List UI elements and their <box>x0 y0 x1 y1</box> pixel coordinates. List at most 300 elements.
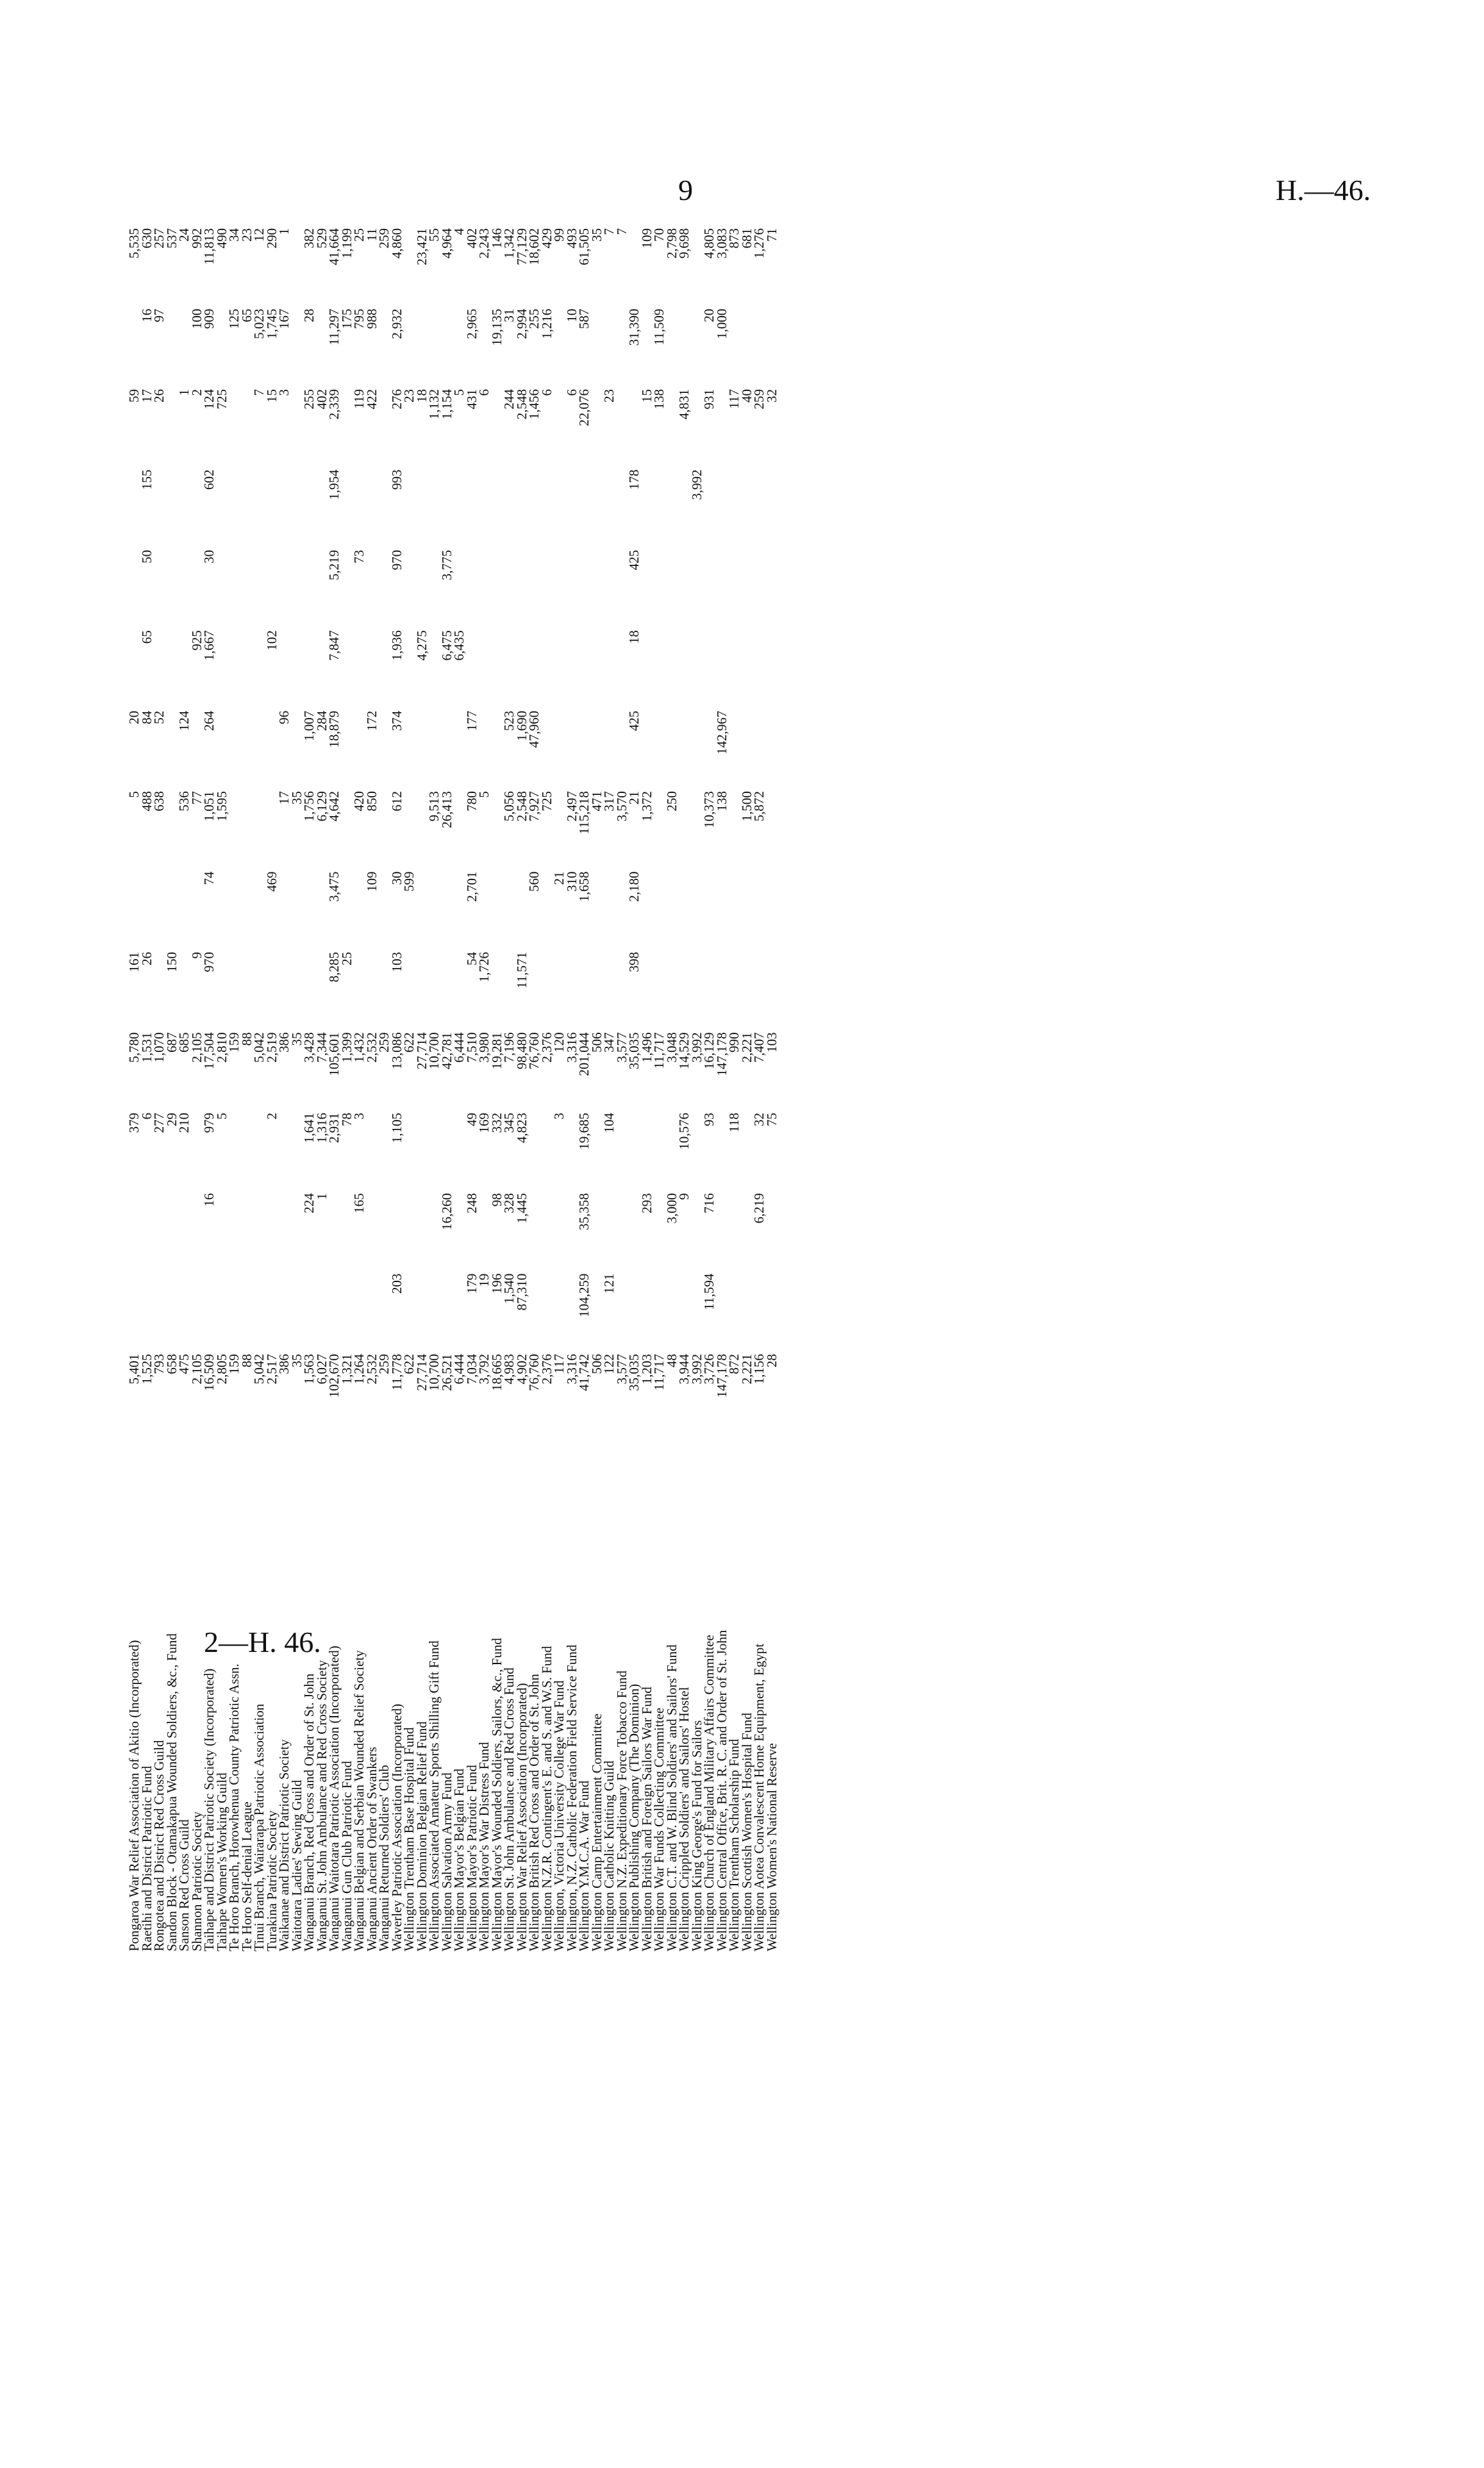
amount-cell: 35 <box>288 1032 304 1046</box>
amount-cell <box>603 1189 616 1269</box>
amount-cell: 11,509 <box>651 308 667 346</box>
amount-cell <box>491 626 504 706</box>
amount-cell <box>703 948 716 1028</box>
fund-name: Wellington Mayor's War Distress Fund <box>476 1742 492 1951</box>
table-row <box>353 224 366 1955</box>
amount-cell <box>166 546 179 626</box>
amount-cell <box>541 1189 554 1269</box>
amount-cell: 169 <box>476 1112 492 1133</box>
amount-cell: 506 <box>588 1032 604 1053</box>
amount-cell: 5,056 <box>501 791 517 822</box>
amount-cell <box>478 465 491 546</box>
amount-cell <box>603 305 616 385</box>
amount-cell: 5,023 <box>251 308 267 339</box>
amount-cell: 10,700 <box>426 1032 442 1070</box>
amount-cell <box>428 1270 441 1350</box>
amount-cell: 3,316 <box>563 1032 579 1063</box>
amount-cell: 2,532 <box>363 1354 379 1385</box>
page-number: 9 <box>678 174 693 206</box>
amount-cell: 25 <box>351 228 367 242</box>
amount-cell: 159 <box>226 1354 242 1374</box>
amount-cell <box>603 626 616 706</box>
amount-cell: 34 <box>226 228 242 242</box>
amount-cell <box>766 948 779 1028</box>
amount-cell <box>578 948 591 1028</box>
fund-name: Wellington Trentham Base Hospital Fund <box>401 1727 417 1951</box>
amount-cell: 6,027 <box>313 1354 329 1385</box>
amount-cell <box>766 465 779 546</box>
amount-cell: 98 <box>488 1193 504 1207</box>
amount-cell <box>503 465 516 546</box>
amount-cell <box>366 546 379 626</box>
amount-cell <box>353 948 366 1028</box>
table-row <box>166 224 179 1955</box>
amount-cell: 4,831 <box>676 389 692 420</box>
amount-cell: 386 <box>276 1032 292 1053</box>
amount-cell: 7 <box>251 389 267 396</box>
fund-name: Taihape and District Patriotic Society (Incorporated) <box>201 1668 217 1951</box>
amount-cell: 14,529 <box>676 1032 692 1070</box>
table-row <box>228 224 241 1955</box>
amount-cell: 76,760 <box>526 1354 542 1391</box>
amount-cell <box>766 305 779 385</box>
amount-cell <box>241 948 254 1028</box>
amount-cell: 31 <box>501 308 517 322</box>
amount-cell <box>466 465 479 546</box>
amount-cell: 244 <box>501 389 517 410</box>
amount-cell: 125 <box>226 308 242 329</box>
amount-cell: 2,221 <box>738 1032 755 1063</box>
amount-cell <box>616 1189 629 1269</box>
amount-cell: 109 <box>638 228 654 249</box>
amount-cell: 970 <box>201 951 217 972</box>
amount-cell <box>591 626 604 706</box>
amount-cell: 638 <box>151 791 167 812</box>
fund-name: Wellington Church of England Military Affairs Committee <box>701 1635 717 1951</box>
amount-cell <box>491 465 504 546</box>
amount-cell <box>266 546 279 626</box>
amount-cell: 178 <box>626 469 642 490</box>
amount-cell: 255 <box>301 389 317 410</box>
amount-cell <box>478 707 491 787</box>
fund-name: Wellington Dominion Belgian Relief Fund <box>413 1721 429 1951</box>
amount-cell: 32 <box>751 1112 767 1126</box>
amount-cell <box>253 948 266 1028</box>
amount-cell <box>678 868 691 948</box>
amount-cell: 118 <box>726 1112 742 1133</box>
fund-name: Sanson Red Cross Guild <box>176 1819 192 1951</box>
amount-cell <box>566 546 579 626</box>
amount-cell <box>141 1189 154 1269</box>
amount-cell <box>678 305 691 385</box>
amount-cell: 27,714 <box>413 1354 429 1391</box>
amount-cell <box>478 868 491 948</box>
amount-cell: 992 <box>188 228 204 249</box>
amount-cell <box>128 1270 141 1350</box>
amount-cell <box>728 1189 741 1269</box>
amount-cell: 23,421 <box>413 228 429 265</box>
amount-cell: 24 <box>176 228 192 242</box>
amount-cell: 4,823 <box>513 1112 529 1144</box>
amount-cell: 276 <box>388 389 404 410</box>
amount-cell <box>491 948 504 1028</box>
amount-cell: 3,048 <box>663 1032 679 1063</box>
amount-cell: 3 <box>351 1112 367 1120</box>
amount-cell: 1,432 <box>351 1032 367 1063</box>
amount-cell <box>616 1270 629 1350</box>
amount-cell <box>428 707 441 787</box>
amount-cell: 2,798 <box>663 228 679 259</box>
amount-cell <box>503 626 516 706</box>
amount-cell: 1,203 <box>638 1354 654 1385</box>
table-row <box>141 224 154 1955</box>
amount-cell: 402 <box>313 389 329 410</box>
amount-cell <box>553 546 566 626</box>
amount-cell <box>591 868 604 948</box>
amount-cell: 42,781 <box>438 1032 454 1070</box>
fund-name: Wanganui Belgian and Serbian Wounded Relief Society <box>351 1650 367 1951</box>
amount-cell <box>441 305 454 385</box>
amount-cell: 2,517 <box>263 1354 279 1385</box>
amount-cell <box>666 626 679 706</box>
amount-cell <box>578 707 591 787</box>
amount-cell <box>603 465 616 546</box>
amount-cell <box>166 305 179 385</box>
fund-name: Taihape Women's Working Guild <box>213 1772 229 1951</box>
amount-cell: 18,665 <box>488 1354 504 1391</box>
amount-cell: 490 <box>213 228 229 249</box>
amount-cell <box>166 465 179 546</box>
amount-cell: 11 <box>363 228 379 242</box>
amount-cell <box>403 707 416 787</box>
amount-cell <box>128 868 141 948</box>
amount-cell: 6,435 <box>451 630 467 661</box>
amount-cell: 255 <box>526 308 542 329</box>
amount-cell <box>641 707 654 787</box>
fund-name: Wellington, N.Z. Catholic Federation Field Service Fund <box>563 1644 579 1951</box>
amount-cell: 1,500 <box>738 791 755 822</box>
fund-name: Wellington Publishing Company (The Dominion) <box>626 1683 642 1951</box>
fund-name: Wellington British and Foreign Sailors War Fund <box>638 1687 654 1951</box>
amount-cell: 103 <box>388 951 404 972</box>
amount-cell: 3,577 <box>613 1354 629 1385</box>
amount-cell <box>691 707 704 787</box>
amount-cell <box>241 1270 254 1350</box>
amount-cell <box>728 626 741 706</box>
amount-cell: 1,132 <box>426 389 442 420</box>
fund-name: Tinui Branch, Wairarapa Patriotic Association <box>251 1703 267 1951</box>
amount-cell <box>603 868 616 948</box>
fund-name: Wellington C.T. and W. Blind Soldiers' and Sailors' Fund <box>663 1644 679 1951</box>
fund-name: Wellington Catholic Knitting Guild <box>601 1760 617 1951</box>
amount-cell: 1 <box>313 1193 329 1200</box>
table-body <box>128 224 778 1955</box>
amount-cell <box>703 626 716 706</box>
amount-cell <box>266 1189 279 1269</box>
amount-cell: 15 <box>263 389 279 403</box>
amount-cell <box>428 465 441 546</box>
amount-cell: 3,775 <box>438 549 454 581</box>
amount-cell: 138 <box>713 791 729 812</box>
amount-cell <box>366 1109 379 1189</box>
amount-cell: 780 <box>463 791 479 812</box>
amount-cell: 1,000 <box>713 308 729 339</box>
amount-cell: 250 <box>663 791 679 812</box>
amount-cell: 210 <box>176 1112 192 1133</box>
amount-cell: 4,642 <box>326 791 342 822</box>
amount-cell: 5,535 <box>126 228 142 259</box>
amount-cell <box>178 1189 191 1269</box>
amount-cell: 30 <box>388 871 404 885</box>
amount-cell: 18 <box>413 389 429 403</box>
amount-cell: 32 <box>763 389 780 403</box>
amount-cell: 345 <box>501 1112 517 1133</box>
amount-cell: 3 <box>276 389 292 396</box>
amount-cell: 3,000 <box>663 1193 679 1224</box>
amount-cell: 1,216 <box>538 308 554 339</box>
amount-cell: 97 <box>151 308 167 322</box>
amount-cell: 224 <box>301 1193 317 1213</box>
fund-name: Wellington War Relief Association (Incorporated) <box>513 1683 529 1951</box>
table-row <box>728 224 741 1955</box>
amount-cell <box>303 1270 316 1350</box>
amount-cell: 17 <box>138 389 154 403</box>
amount-cell <box>453 546 466 626</box>
amount-cell <box>528 1109 541 1189</box>
amount-cell: 41,742 <box>576 1354 592 1391</box>
fund-name: Wellington N.Z. Expeditionary Force Tobacco Fund <box>613 1671 629 1951</box>
amount-cell: 109 <box>363 871 379 892</box>
amount-cell <box>728 546 741 626</box>
amount-cell: 10,700 <box>426 1354 442 1391</box>
amount-cell: 26,521 <box>438 1354 454 1391</box>
fund-name: Turakina Patriotic Society <box>263 1810 279 1951</box>
amount-cell: 30 <box>201 549 217 563</box>
amount-cell: 2,931 <box>326 1112 342 1144</box>
fund-name: Wellington Trentham Scholarship Fund <box>726 1738 742 1951</box>
amount-cell: 28 <box>763 1354 780 1368</box>
table-row <box>278 224 291 1955</box>
amount-cell: 150 <box>163 951 179 972</box>
amount-cell <box>403 465 416 546</box>
amount-cell <box>478 546 491 626</box>
amount-cell <box>466 546 479 626</box>
amount-cell: 5 <box>213 1112 229 1120</box>
amount-cell: 988 <box>363 308 379 329</box>
amount-cell: 374 <box>388 710 404 731</box>
amount-cell: 21 <box>626 791 642 805</box>
amount-cell <box>366 626 379 706</box>
amount-cell: 2,519 <box>263 1032 279 1063</box>
amount-cell <box>741 948 754 1028</box>
fund-name: Wellington, Victoria University College War Fund <box>551 1680 567 1951</box>
amount-cell: 10,576 <box>676 1112 692 1150</box>
amount-cell <box>716 546 729 626</box>
amount-cell <box>691 626 704 706</box>
amount-cell: 9 <box>676 1193 692 1200</box>
fund-name: Shannon Patriotic Society <box>188 1811 204 1951</box>
amount-cell <box>441 707 454 787</box>
amount-cell: 22,076 <box>576 389 592 426</box>
amount-cell: 87,310 <box>513 1273 529 1311</box>
fund-name: Wanganui Branch, Red Cross and Order of St. John <box>301 1673 317 1951</box>
amount-cell <box>378 1189 391 1269</box>
amount-cell: 2,497 <box>563 791 579 822</box>
amount-cell: 5,219 <box>326 549 342 581</box>
amount-cell: 117 <box>551 1354 567 1374</box>
fund-name: Wellington Crippled Soldiers' and Sailors' Hostel <box>676 1687 692 1951</box>
fund-name: Waverley Patriotic Association (Incorporated) <box>388 1703 404 1951</box>
amount-cell: 179 <box>463 1273 479 1294</box>
table-row <box>178 224 191 1955</box>
amount-cell: 630 <box>138 228 154 249</box>
amount-cell <box>366 948 379 1028</box>
amount-cell: 7 <box>613 228 629 235</box>
amount-cell: 990 <box>726 1032 742 1053</box>
amount-cell: 793 <box>151 1354 167 1374</box>
amount-cell <box>766 787 779 867</box>
amount-cell: 16 <box>138 308 154 322</box>
amount-cell: 2,180 <box>626 871 642 902</box>
amount-cell: 1,563 <box>301 1354 317 1385</box>
amount-cell: 117 <box>726 389 742 409</box>
amount-cell: 35,035 <box>626 1354 642 1391</box>
amount-cell: 35 <box>588 228 604 242</box>
amount-cell: 115,218 <box>576 791 592 835</box>
amount-cell: 2,532 <box>363 1032 379 1063</box>
amount-cell <box>403 305 416 385</box>
amount-cell <box>566 707 579 787</box>
amount-cell: 979 <box>201 1112 217 1133</box>
amount-cell: 4,275 <box>413 630 429 661</box>
amount-cell: 6,444 <box>451 1354 467 1385</box>
amount-cell <box>653 948 666 1028</box>
amount-cell <box>553 385 566 465</box>
amount-cell <box>216 1189 229 1269</box>
amount-cell: 124 <box>176 710 192 731</box>
amount-cell <box>203 1270 216 1350</box>
amount-cell: 560 <box>526 871 542 892</box>
amount-cell: 26,413 <box>438 791 454 828</box>
amount-cell <box>341 465 354 546</box>
fund-name: Wellington War Funds Collecting Committee <box>651 1707 667 1951</box>
amount-cell: 850 <box>363 791 379 812</box>
amount-cell: 290 <box>263 228 279 249</box>
amount-cell: 61,505 <box>576 228 592 265</box>
amount-cell: 2,105 <box>188 1354 204 1385</box>
amount-cell: 99 <box>551 228 567 242</box>
amount-cell <box>541 1109 554 1189</box>
amount-cell <box>403 1189 416 1269</box>
amount-cell <box>766 1270 779 1350</box>
amount-cell <box>566 465 579 546</box>
amount-cell: 98,480 <box>513 1032 529 1070</box>
amount-cell <box>278 1189 291 1269</box>
amount-cell: 159 <box>226 1032 242 1053</box>
amount-cell: 1,399 <box>338 1032 354 1063</box>
amount-cell: 55 <box>426 228 442 242</box>
amount-cell <box>228 1189 241 1269</box>
table-row <box>578 224 591 1955</box>
amount-cell <box>228 787 241 867</box>
amount-cell: 27,714 <box>413 1032 429 1070</box>
amount-cell: 11,717 <box>651 1354 667 1391</box>
amount-cell <box>728 1270 741 1350</box>
amount-cell <box>541 948 554 1028</box>
amount-cell <box>441 1270 454 1350</box>
amount-cell <box>553 626 566 706</box>
amount-cell: 70 <box>651 228 667 242</box>
amount-cell: 16,129 <box>701 1032 717 1070</box>
amount-cell <box>666 948 679 1028</box>
table-row <box>403 224 416 1955</box>
amount-cell <box>191 1270 204 1350</box>
amount-cell: 147,178 <box>713 1354 729 1398</box>
amount-cell: 529 <box>313 228 329 249</box>
amount-cell: 1,540 <box>501 1273 517 1304</box>
amount-cell <box>353 626 366 706</box>
amount-cell <box>741 546 754 626</box>
amount-cell: 1,007 <box>301 710 317 741</box>
amount-cell <box>653 1109 666 1189</box>
amount-cell: 35 <box>288 1354 304 1368</box>
table-row <box>391 224 404 1955</box>
amount-cell: 5 <box>451 389 467 396</box>
amount-cell <box>716 868 729 948</box>
amount-cell: 1,595 <box>213 791 229 822</box>
amount-cell <box>453 465 466 546</box>
amount-cell: 612 <box>388 791 404 812</box>
amount-cell: 7,344 <box>313 1032 329 1063</box>
amount-cell: 103 <box>763 1032 780 1053</box>
amount-cell <box>241 465 254 546</box>
amount-cell: 716 <box>701 1193 717 1213</box>
amount-cell: 6,444 <box>451 1032 467 1063</box>
amount-cell: 1 <box>276 228 292 235</box>
amount-cell: 471 <box>588 791 604 812</box>
amount-cell <box>503 546 516 626</box>
amount-cell: 35,035 <box>626 1032 642 1070</box>
amount-cell: 4,805 <box>701 228 717 259</box>
amount-cell: 2,548 <box>513 791 529 822</box>
amount-cell: 2,548 <box>513 389 529 420</box>
amount-cell: 332 <box>488 1112 504 1133</box>
amount-cell: 1,641 <box>301 1112 317 1144</box>
amount-cell <box>728 868 741 948</box>
amount-cell <box>353 465 366 546</box>
amount-cell: 1,525 <box>138 1354 154 1385</box>
amount-cell: 2,376 <box>538 1032 554 1063</box>
amount-cell <box>666 546 679 626</box>
amount-cell <box>528 948 541 1028</box>
amount-cell <box>741 305 754 385</box>
amount-cell <box>528 626 541 706</box>
amount-cell: 48 <box>663 1354 679 1368</box>
amount-cell: 88 <box>238 1354 254 1368</box>
amount-cell: 102,670 <box>326 1354 342 1398</box>
amount-cell: 3,944 <box>676 1354 692 1385</box>
amount-cell: 96 <box>276 710 292 724</box>
fund-name: Te Horo Self-denial League <box>238 1801 254 1951</box>
amount-cell <box>591 948 604 1028</box>
amount-cell <box>228 465 241 546</box>
table-row <box>716 224 729 1955</box>
table-row <box>753 224 766 1955</box>
fund-name: Wellington Mayor's Belgian Fund <box>451 1769 467 1951</box>
amount-cell: 100 <box>188 308 204 329</box>
amount-cell <box>228 1270 241 1350</box>
amount-cell <box>153 546 166 626</box>
